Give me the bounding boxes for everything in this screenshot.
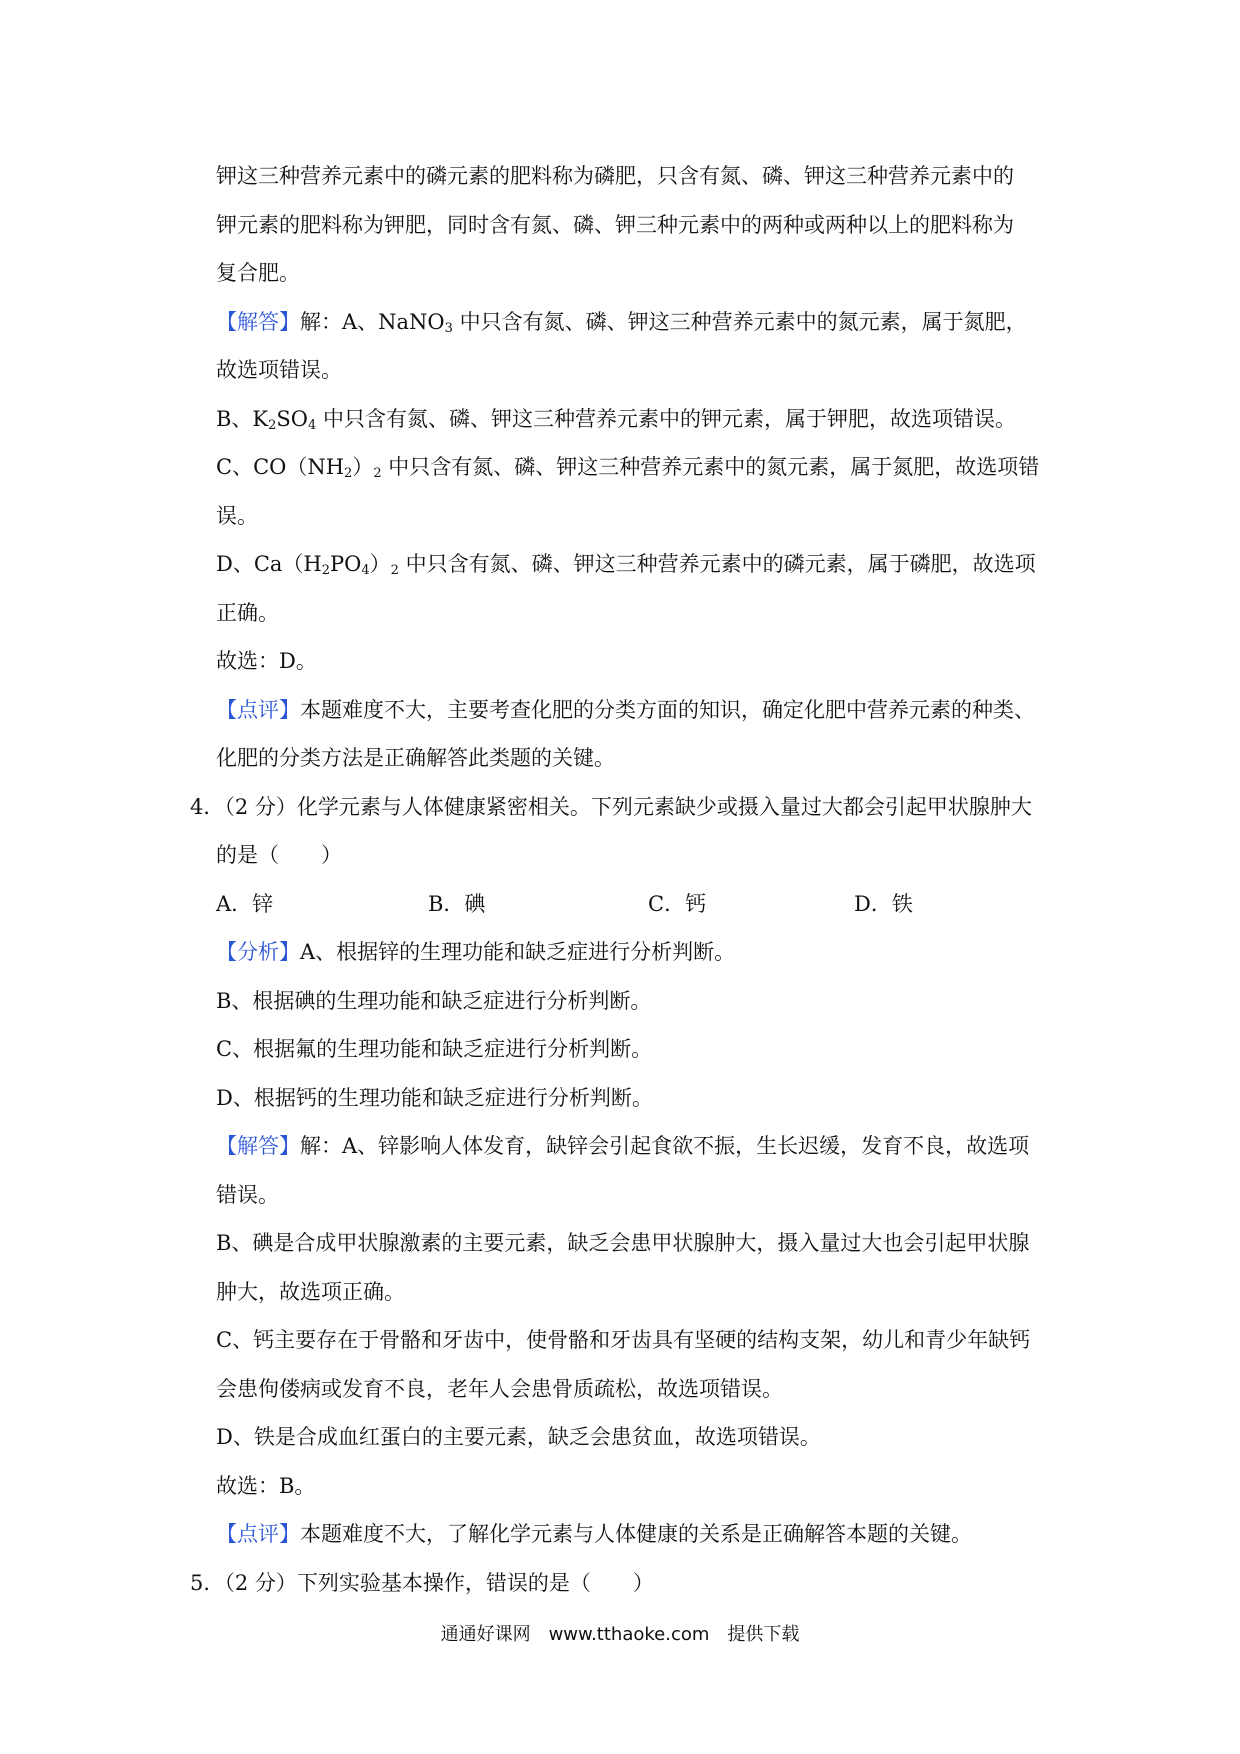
q4-answer-a: 【解答】解：A、锌影响人体发育，缺锌会引起食欲不振，生长迟缓，发育不良，故选项 [216,1134,1030,1158]
q3-answer-d: D、$Ca(H_2PO_4)_2$ 中只含有氮、磷、钾这三种营养元素中的磷元素，属于磷肥，故选项 [216,552,1036,578]
option-b: B．碘 [428,891,486,916]
q3-answer-b: B、$K_2SO_4$ 中只含有氮、磷、钾这三种营养元素中的钾元素，属于钾肥，故选项错误。 [216,406,1016,433]
q3-answer-d-cont: 正确。 [216,600,279,625]
q5-stem: 5．（2 分）下列实验基本操作，错误的是（ ） [190,1570,654,1595]
page-footer: 通通好课网 www.tthaoke.com 提供下载 [440,1624,800,1645]
q3-answer-a-cont: 故选项错误。 [216,358,342,382]
q3-choose: 故选：D。 [216,649,317,673]
q4-answer-c-cont: 会患佝偻病或发育不良，老年人会患骨质疏松，故选项错误。 [216,1376,783,1401]
page-content [190,152,1066,1607]
paragraph-line: 复合肥。 [216,261,300,285]
q3-comment: 【点评】本题难度不大，主要考查化肥的分类方面的知识，确定化肥中营养元素的种类、 [216,697,1035,722]
q4-answer-b-cont: 肿大，故选项正确。 [216,1279,405,1304]
comment-tag: 【点评】 [216,1522,300,1546]
q4-answer-d: D、铁是合成血红蛋白的主要元素，缺乏会患贫血，故选项错误。 [216,1425,821,1449]
paragraph-line: 钾元素的肥料称为钾肥，同时含有氮、磷、钾三种元素中的两种或两种以上的肥料称为 [216,212,1014,237]
answer-tag: 【解答】 [216,309,300,334]
q4-comment: 【点评】本题难度不大，了解化学元素与人体健康的关系是正确解答本题的关键。 [216,1522,972,1546]
option-c: C．钙 [648,891,707,916]
q4-analysis-a: 【分析】A、根据锌的生理功能和缺乏症进行分析判断。 [216,940,736,964]
q4-stem-cont: 的是（ ） [216,843,342,867]
option-a: A．锌 [216,891,274,916]
q4-answer-c: C、钙主要存在于骨骼和牙齿中，使骨骼和牙齿具有坚硬的结构支架，幼儿和青少年缺钙 [216,1328,1031,1352]
option-d: D．铁 [854,891,913,916]
q4-options [216,880,1066,929]
comment-tag: 【点评】 [216,697,300,722]
analysis-tag: 【分析】 [216,940,300,964]
q4-analysis-b: B、根据碘的生理功能和缺乏症进行分析判断。 [216,988,652,1013]
q4-stem: 4．（2 分）化学元素与人体健康紧密相关。下列元素缺少或摄入量过大都会引起甲状腺肿大 [190,794,1032,819]
q4-answer-a-cont: 错误。 [216,1182,279,1207]
q3-answer-c: C、$CO(NH_2)_2$ 中只含有氮、磷、钾这三种营养元素中的氮元素，属于氮肥，故选项错 [216,455,1040,481]
q4-analysis-c: C、根据氟的生理功能和缺乏症进行分析判断。 [216,1037,653,1061]
q4-analysis-d: D、根据钙的生理功能和缺乏症进行分析判断。 [216,1085,653,1110]
q3-answer-c-cont: 误。 [216,503,258,528]
q4-choose: 故选：B。 [216,1473,316,1498]
paragraph-line: 钾这三种营养元素中的磷元素的肥料称为磷肥，只含有氮、磷、钾这三种营养元素中的 [216,164,1014,188]
q3-answer-a: 【解答】解：A、NaNO$_3$ 中只含有氮、磷、钾这三种营养元素中的氮元素，属于氮肥， [216,309,1027,336]
answer-tag: 【解答】 [216,1134,300,1158]
q3-comment-cont: 化肥的分类方法是正确解答此类题的关键。 [216,746,615,770]
q4-answer-b: B、碘是合成甲状腺激素的主要元素，缺乏会患甲状腺肿大，摄入量过大也会引起甲状腺 [216,1231,1030,1255]
